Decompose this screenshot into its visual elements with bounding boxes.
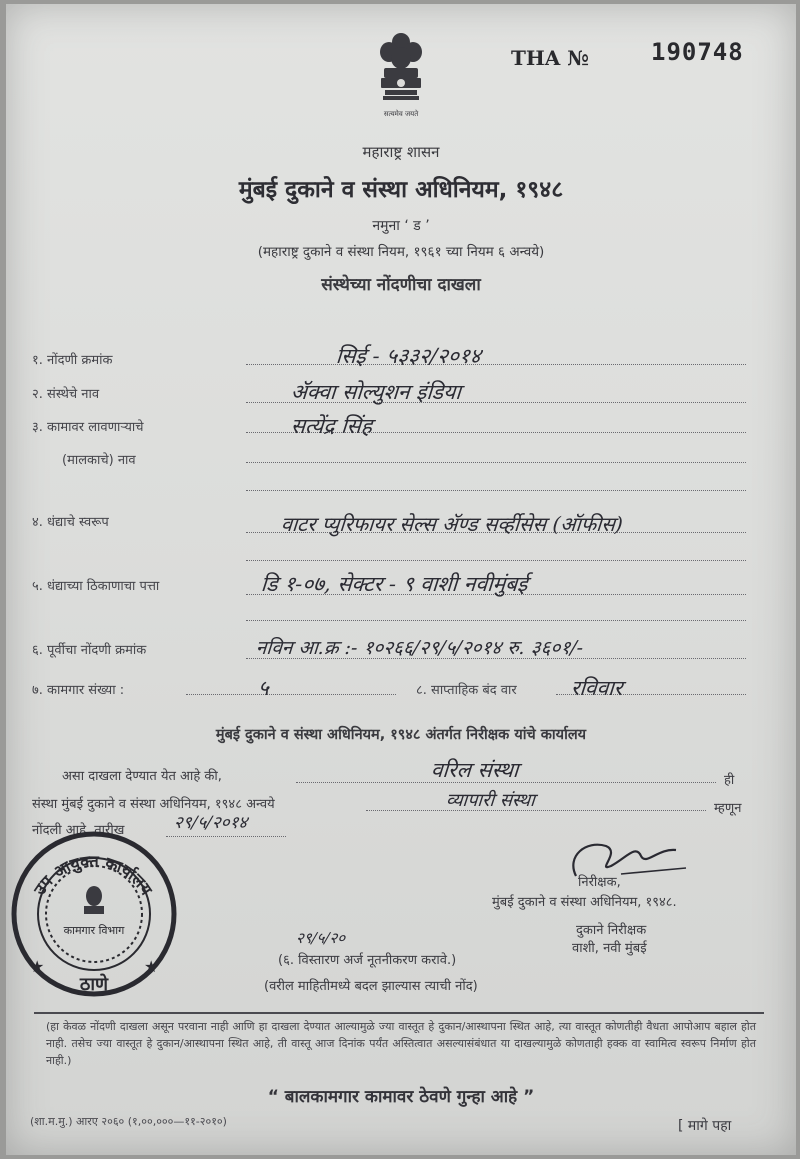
field-value-registration-no: सिई - ५३३२/२०१४ (335, 344, 482, 368)
field-value-weekly-holiday: रविवार (570, 676, 624, 700)
field-label-establishment-name: २. संस्थेचे नाव (32, 387, 100, 402)
field-line (366, 810, 706, 811)
renewal-date: २९/५/२० (295, 929, 346, 947)
field-label-registration-no: १. नोंदणी क्रमांक (32, 353, 113, 368)
field-value-business-address: डि १-०७, सेक्टर - ९ वाशी नवीमुंबई (260, 572, 529, 596)
state-emblem-icon (371, 30, 431, 126)
declaration-value-1: वरिल संस्था (430, 758, 520, 782)
field-line (246, 462, 746, 463)
field-label-worker-count: ७. कामगार संख्या : (32, 683, 125, 698)
declaration-line-2-end: म्हणून (714, 801, 742, 816)
svg-text:★: ★ (30, 957, 45, 976)
declaration-line-1: असा दाखला देण्यात येत आहे की, (62, 769, 222, 784)
field-line (246, 490, 746, 491)
stamp-city: ठाणे (79, 974, 109, 995)
field-line (186, 694, 396, 695)
legal-notice: (हा केवळ नोंदणी दाखला असून परवाना नाही आणि हा दाखला देण्यात आल्यामुळे ज्या वास्तूत हे दुकान/आस्थापना स्थित आहे, त्या वास्तूत कोणतीही वैधता आपोआप बहाल होत नाही. तसेच ज्या वास्तूत हे दुकान/आस्थापना स्थित आहे, ती वास्तू आज दिनांक पर्यंत अस्तित्वात असल्यासंबंधात या दाखल्यामुळे कोणताही हक्क वा स्वामित्व स्वरूप निर्माण होत नाही.) (46, 1020, 756, 1067)
form-name: नमुना ‘ ड ’ (372, 218, 430, 234)
office-seal-stamp (8, 822, 178, 998)
signatory-designation: दुकाने निरीक्षक (576, 923, 647, 938)
certificate-title: संस्थेच्या नोंदणीचा दाखला (321, 275, 481, 295)
field-value-previous-registration: नविन आ.क्र :- १०२६६/२९/५/२०१४ रु. ३६०१/- (255, 637, 584, 659)
field-value-employer-name: सत्येंद्र सिंह (290, 414, 373, 438)
registration-date: २९/५/२०१४ (173, 813, 248, 833)
government-name: महाराष्ट्र शासन (362, 143, 440, 161)
declaration-line-1-end: ही (724, 773, 735, 788)
field-value-establishment-name: ॲक्वा सोल्युशन इंडिया (290, 380, 462, 404)
signatory-act: मुंबई दुकाने व संस्था अधिनियम, १९४८. (492, 895, 677, 910)
field-label-employer: ३. कामावर लावणाऱ्याचे (32, 420, 144, 435)
field-line (246, 620, 746, 621)
signatory-title: निरीक्षक, (578, 875, 621, 890)
svg-text:★: ★ (144, 957, 159, 976)
field-label-business-nature: ४. धंद्याचे स्वरूप (32, 515, 109, 530)
declaration-line-3: नोंदली आहे. तारीख (32, 823, 125, 838)
rule-reference: (महाराष्ट्र दुकाने व संस्था नियम, १९६१ च्या नियम ६ अन्वये) (257, 244, 545, 260)
certificate-page (6, 4, 796, 1155)
declaration-value-2: व्यापारी संस्था (445, 790, 536, 811)
renewal-line-2: (वरील माहितीमध्ये बदल झाल्यास त्याची नोंद) (264, 979, 478, 994)
field-label-business-address: ५. धंद्याच्या ठिकाणाचा पत्ता (32, 579, 160, 594)
field-label-employer-name: (मालकाचे) नाव (62, 453, 136, 468)
field-line (166, 836, 286, 837)
see-overleaf: [ मागे पहा (678, 1118, 732, 1134)
emblem-motto: सत्यमेव जयते (383, 110, 419, 118)
print-reference: (शा.म.मु.) आरए २०६० (१,००,०००—११-२०१०) (30, 1115, 227, 1128)
act-title: मुंबई दुकाने व संस्था अधिनियम, १९४८ (238, 177, 564, 203)
stamp-ring-text: उप आयुक्त कार्यालय (29, 851, 157, 899)
field-label-previous-registration: ६. पूर्वीचा नोंदणी क्रमांक (32, 643, 147, 658)
renewal-line-1: (६. विस्तारण अर्ज नूतनीकरण करावे.) (278, 953, 457, 968)
inspector-office-title: मुंबई दुकाने व संस्था अधिनियम, १९४८ अंतर्गत निरीक्षक यांचे कार्यालय (215, 727, 587, 743)
tha-label: THA № (511, 46, 589, 70)
certificate-serial-number: 190748 (651, 38, 744, 66)
field-line (246, 560, 746, 561)
signatory-place: वाशी, नवी मुंबई (572, 941, 647, 956)
field-label-weekly-holiday: ८. साप्ताहिक बंद वार (416, 683, 517, 698)
declaration-line-2: संस्था मुंबई दुकाने व संस्था अधिनियम, १९४८ अन्वये (32, 797, 275, 812)
stamp-inner-text: कामगार विभाग (63, 924, 125, 937)
field-value-business-nature: वाटर प्युरिफायर सेल्स ॲण्ड सर्व्हीसेस (ऑफीस) (280, 512, 624, 536)
field-line (246, 364, 746, 365)
child-labour-slogan: “ बालकामगार कामावर ठेवणे गुन्हा आहे ” (267, 1087, 535, 1107)
field-value-worker-count: ५ (257, 676, 270, 700)
notice-divider (34, 1012, 764, 1014)
